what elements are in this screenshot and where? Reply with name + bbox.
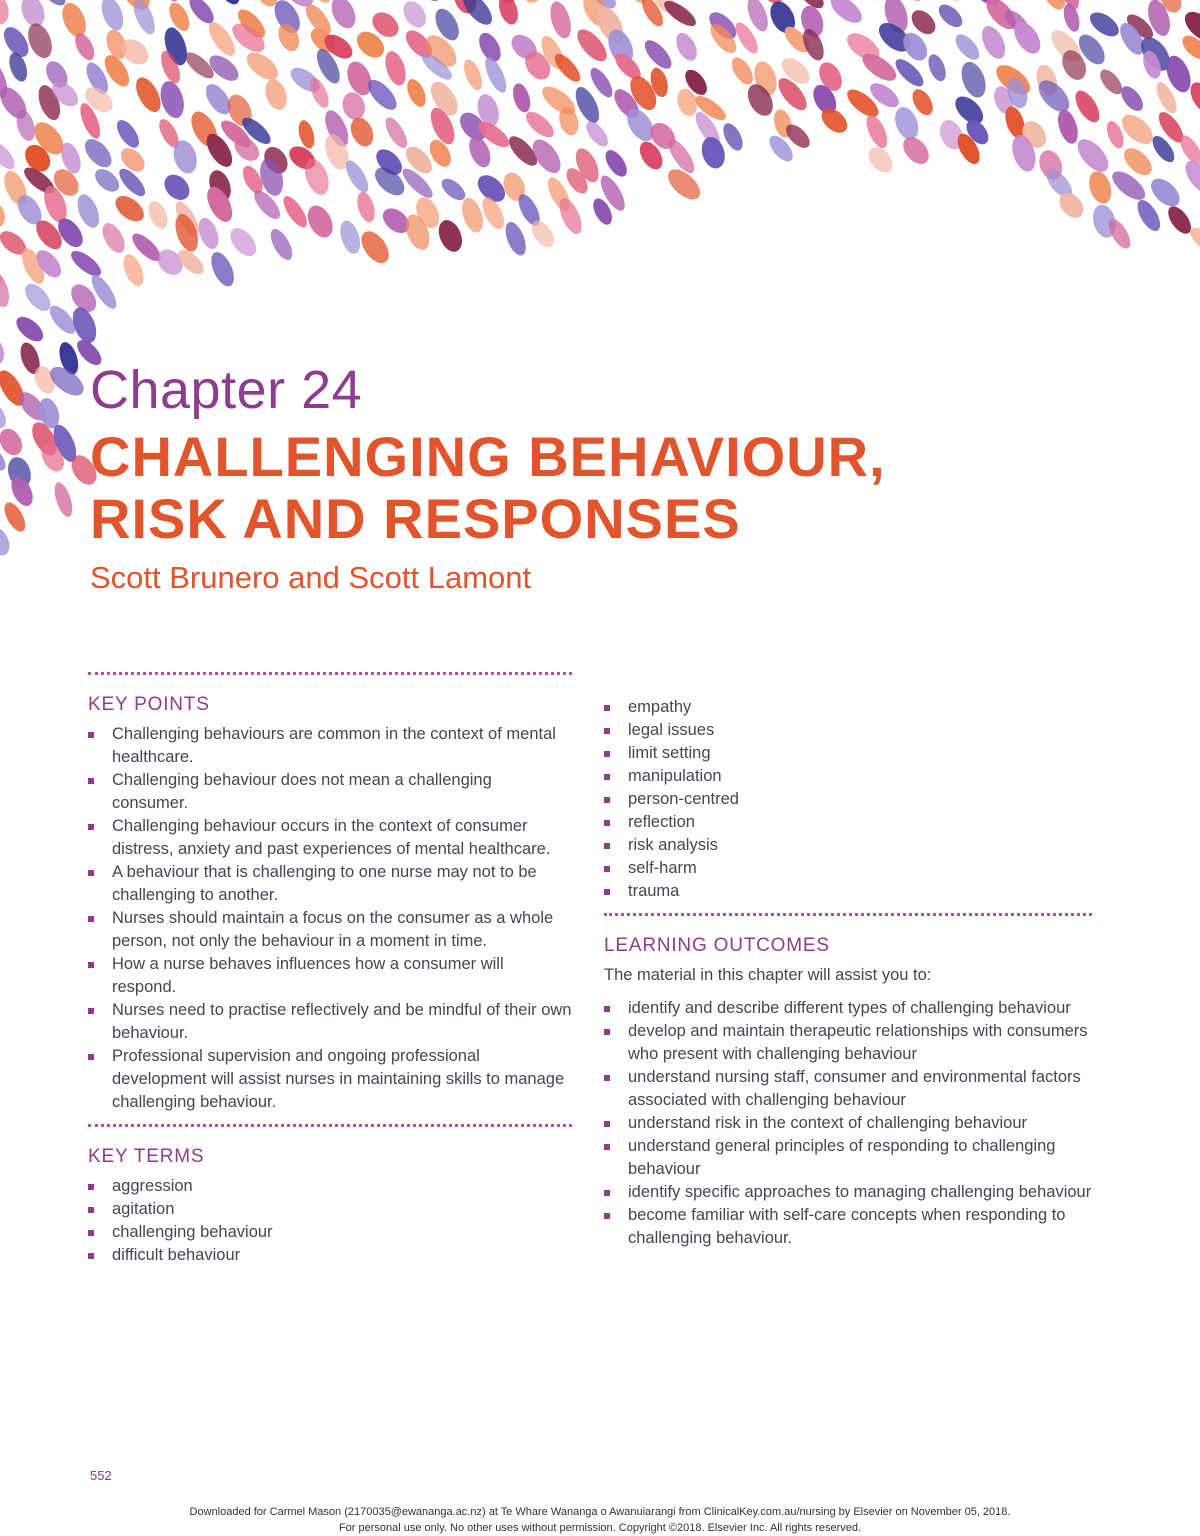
petal-shape <box>698 134 728 171</box>
section-divider <box>604 913 1092 916</box>
petal-shape <box>458 195 487 235</box>
petal-shape <box>1093 0 1124 3</box>
bullet-square-icon <box>604 1213 610 1219</box>
chapter-authors: Scott Brunero and Scott Lamont <box>90 560 532 595</box>
bullet-square-icon <box>88 1054 94 1060</box>
key-point-item-text: A behaviour that is challenging to one nurse may not to be challenging to another. <box>112 863 537 904</box>
bullet-square-icon <box>604 1121 610 1127</box>
bullet-square-icon <box>604 1006 610 1012</box>
petal-shape <box>296 119 317 151</box>
petal-shape <box>303 201 338 241</box>
bullet-square-icon <box>604 843 610 849</box>
chapter-title-line-1: CHALLENGING BEHAVIOUR, <box>90 425 886 488</box>
petal-shape <box>131 73 166 115</box>
petal-shape <box>262 76 291 112</box>
petal-shape <box>864 143 897 178</box>
petal-shape <box>399 0 431 32</box>
petal-shape <box>210 0 244 8</box>
bullet-square-icon <box>88 824 94 830</box>
learning-outcome-item <box>604 1204 1092 1250</box>
key-term-item-text: aggression <box>112 1177 193 1195</box>
key-term-item <box>604 880 1092 903</box>
footer-line-2: For personal use only. No other uses without permission. Copyright ©2018. Elsevier Inc. All rights reserved. <box>338 1522 862 1534</box>
learning-outcomes-heading: LEARNING OUTCOMES <box>604 935 830 956</box>
learning-outcome-item-text: understand general principles of responding to challenging behaviour <box>628 1137 1056 1178</box>
petal-shape <box>931 0 967 5</box>
key-point-item-text: Challenging behaviour does not mean a challenging consumer. <box>112 771 492 812</box>
key-points-heading: KEY POINTS <box>88 694 210 715</box>
key-terms-list-continued <box>604 696 1092 903</box>
petal-shape <box>98 219 130 256</box>
petal-shape <box>1003 0 1032 1</box>
petal-shape <box>195 215 223 252</box>
key-point-item-text: Nurses should maintain a focus on the consumer as a whole person, not only the behaviour in a moment in time. <box>112 909 554 950</box>
petal-shape <box>672 30 701 65</box>
petal-shape <box>547 0 574 1</box>
key-terms-list <box>88 1175 572 1267</box>
petal-shape <box>925 52 949 84</box>
petal-shape <box>0 425 27 460</box>
key-term-item <box>604 811 1092 834</box>
learning-outcome-item <box>604 997 1092 1020</box>
bullet-square-icon <box>88 732 94 738</box>
bullet-square-icon <box>88 870 94 876</box>
bullet-square-icon <box>604 1144 610 1150</box>
key-term-item <box>88 1198 572 1221</box>
petal-shape <box>660 0 699 30</box>
petal-shape <box>207 249 239 290</box>
key-term-item <box>604 834 1092 857</box>
key-term-item <box>604 857 1092 880</box>
petal-shape <box>1146 173 1185 211</box>
key-terms-heading: KEY TERMS <box>88 1146 205 1167</box>
bullet-square-icon <box>604 797 610 803</box>
petal-shape <box>159 170 194 205</box>
bullet-square-icon <box>88 1253 94 1259</box>
key-point-item <box>88 723 572 769</box>
learning-outcome-item-text: identify and describe different types of challenging behaviour <box>628 999 1071 1017</box>
bullet-square-icon <box>604 751 610 757</box>
section-divider <box>88 1124 572 1127</box>
key-term-item <box>88 1175 572 1198</box>
key-point-item-text: Challenging behaviours are common in the context of mental healthcare. <box>112 725 556 766</box>
petal-shape <box>1085 168 1115 206</box>
petal-shape <box>977 22 1010 62</box>
key-term-item-text: self-harm <box>628 859 697 877</box>
learning-outcome-item-text: identify specific approaches to managing challenging behaviour <box>628 1183 1092 1201</box>
petal-shape <box>957 58 990 100</box>
petal-shape <box>156 78 188 121</box>
petal-shape <box>129 0 159 37</box>
petal-shape <box>501 219 529 258</box>
petal-shape <box>601 147 631 181</box>
bullet-square-icon <box>88 1184 94 1190</box>
petal-shape <box>640 36 676 73</box>
key-term-item <box>604 742 1092 765</box>
left-column <box>88 672 572 1267</box>
bullet-square-icon <box>604 1029 610 1035</box>
petal-shape <box>0 0 12 27</box>
key-point-item-text: How a nurse behaves influences how a consumer will respond. <box>112 955 504 996</box>
petal-shape <box>266 226 296 264</box>
petal-shape <box>154 0 183 4</box>
key-point-item <box>88 769 572 815</box>
petal-shape <box>77 0 107 1</box>
learning-outcome-item <box>604 1112 1092 1135</box>
petal-shape <box>935 0 967 31</box>
petal-shape <box>403 76 429 109</box>
bullet-square-icon <box>604 705 610 711</box>
petal-shape <box>0 138 19 173</box>
petal-shape <box>392 0 420 1</box>
petal-shape <box>242 47 283 85</box>
petal-shape <box>354 190 378 224</box>
petal-shape <box>12 312 48 346</box>
petal-shape <box>522 107 558 141</box>
petal-shape <box>0 333 8 368</box>
bullet-square-icon <box>604 1190 610 1196</box>
petal-shape <box>495 0 521 27</box>
petal-shape <box>951 30 983 64</box>
key-term-item-text: limit setting <box>628 744 711 762</box>
key-term-item-text: reflection <box>628 813 695 831</box>
petal-shape <box>145 198 171 231</box>
petal-shape <box>1086 8 1123 42</box>
bullet-square-icon <box>604 820 610 826</box>
petal-shape <box>279 193 311 231</box>
petal-shape <box>547 0 575 41</box>
petal-shape <box>58 0 91 40</box>
petal-shape <box>582 118 612 151</box>
petal-shape <box>80 134 117 172</box>
petal-shape <box>1061 2 1083 34</box>
key-term-item-text: trauma <box>628 882 680 900</box>
petal-shape <box>0 105 4 147</box>
learning-outcome-item <box>604 1181 1092 1204</box>
petal-shape <box>898 132 934 169</box>
petal-shape <box>1133 196 1165 234</box>
learning-outcome-item-text: understand nursing staff, consumer and environmental factors associated with challenging behaviour <box>628 1068 1081 1109</box>
bullet-square-icon <box>604 1075 610 1081</box>
chapter-number: Chapter 24 <box>90 360 363 420</box>
key-point-item <box>88 815 572 861</box>
learning-outcome-item <box>604 1066 1092 1112</box>
page-number: 552 <box>90 1468 112 1483</box>
key-point-item <box>88 907 572 953</box>
section-divider <box>88 672 572 675</box>
key-term-item <box>88 1244 572 1267</box>
bullet-square-icon <box>88 1008 94 1014</box>
petal-shape <box>1071 87 1105 126</box>
petal-shape <box>119 252 147 290</box>
petal-shape <box>23 20 56 62</box>
key-term-item-text: manipulation <box>628 767 722 785</box>
learning-outcomes-list <box>604 997 1092 1250</box>
petal-shape <box>862 112 891 151</box>
learning-outcome-item-text: develop and maintain therapeutic relationships with consumers who present with challenging behaviour <box>628 1022 1088 1063</box>
petal-shape <box>438 175 469 204</box>
petal-shape <box>381 49 409 88</box>
key-point-item-text: Nurses need to practise reflectively and be mindful of their own behaviour. <box>112 1001 572 1042</box>
petal-shape <box>111 191 149 227</box>
learning-outcome-item-text: become familiar with self-care concepts when responding to challenging behaviour. <box>628 1206 1066 1247</box>
petal-shape <box>891 55 927 91</box>
bullet-square-icon <box>604 728 610 734</box>
learning-outcome-item-text: understand risk in the context of challenging behaviour <box>628 1114 1028 1132</box>
bullet-square-icon <box>88 916 94 922</box>
petal-shape <box>510 81 533 114</box>
petal-shape <box>67 247 105 281</box>
bullet-square-icon <box>604 866 610 872</box>
key-term-item <box>88 1221 572 1244</box>
petal-shape <box>826 0 866 28</box>
key-term-item <box>604 719 1092 742</box>
key-term-item <box>604 696 1092 719</box>
petal-shape <box>0 194 10 232</box>
petal-shape <box>51 480 76 519</box>
petal-shape <box>855 0 889 5</box>
petal-shape <box>113 116 144 151</box>
chapter-title <box>90 426 886 550</box>
petal-shape <box>73 191 103 231</box>
petal-shape <box>204 18 240 60</box>
bullet-square-icon <box>604 889 610 895</box>
learning-outcomes-intro: The material in this chapter will assist you to: <box>604 966 932 984</box>
key-term-item-text: risk analysis <box>628 836 718 854</box>
petal-shape <box>91 165 123 196</box>
key-term-item <box>604 765 1092 788</box>
petal-shape <box>727 54 757 88</box>
chapter-title-line-2: RISK AND RESPONSES <box>90 487 741 550</box>
petal-shape <box>356 226 394 268</box>
learning-outcome-item <box>604 1135 1092 1181</box>
key-point-item-text: Professional supervision and ongoing professional development will assist nurses in maintaining skills to manage challenging behaviour. <box>112 1047 565 1111</box>
petal-shape <box>337 218 364 256</box>
key-point-item <box>88 999 572 1045</box>
bullet-square-icon <box>604 774 610 780</box>
petal-shape <box>6 50 31 84</box>
bullet-square-icon <box>88 962 94 968</box>
key-term-item <box>604 788 1092 811</box>
key-term-item-text: agitation <box>112 1200 175 1218</box>
right-column <box>604 696 1092 1250</box>
key-term-item-text: empathy <box>628 698 692 716</box>
petal-shape <box>97 0 127 34</box>
key-term-item-text: challenging behaviour <box>112 1223 273 1241</box>
petal-shape <box>514 0 546 6</box>
download-footer <box>0 1504 1200 1536</box>
petal-shape <box>460 57 485 93</box>
petal-shape <box>434 217 466 256</box>
petal-shape <box>1054 107 1081 146</box>
footer-line-1: Downloaded for Carmel Mason (2170035@ewananga.ac.nz) at Te Whare Wananga o Awanuiarangi from ClinicalKey.com.au/nursing by Elsevier on November 05, 2018. <box>189 1506 1011 1518</box>
petal-shape <box>327 0 360 32</box>
learning-outcome-item <box>604 1020 1092 1066</box>
bullet-square-icon <box>88 778 94 784</box>
key-term-item-text: person-centred <box>628 790 739 808</box>
key-points-list <box>88 723 572 1114</box>
petal-shape <box>0 269 13 309</box>
key-term-item-text: difficult behaviour <box>112 1246 241 1264</box>
chapter-header <box>90 358 886 598</box>
key-point-item <box>88 1045 572 1114</box>
petal-shape <box>225 223 261 261</box>
petal-shape <box>347 114 378 150</box>
key-point-item <box>88 861 572 907</box>
petal-shape <box>1072 134 1114 177</box>
bullet-square-icon <box>88 1207 94 1213</box>
petal-shape <box>0 522 14 559</box>
petal-shape <box>381 114 411 151</box>
key-term-item-text: legal issues <box>628 721 715 739</box>
key-point-item <box>88 953 572 999</box>
bullet-square-icon <box>88 1230 94 1236</box>
key-point-item-text: Challenging behaviour occurs in the context of consumer distress, anxiety and past experiences of mental healthcare. <box>112 817 551 858</box>
